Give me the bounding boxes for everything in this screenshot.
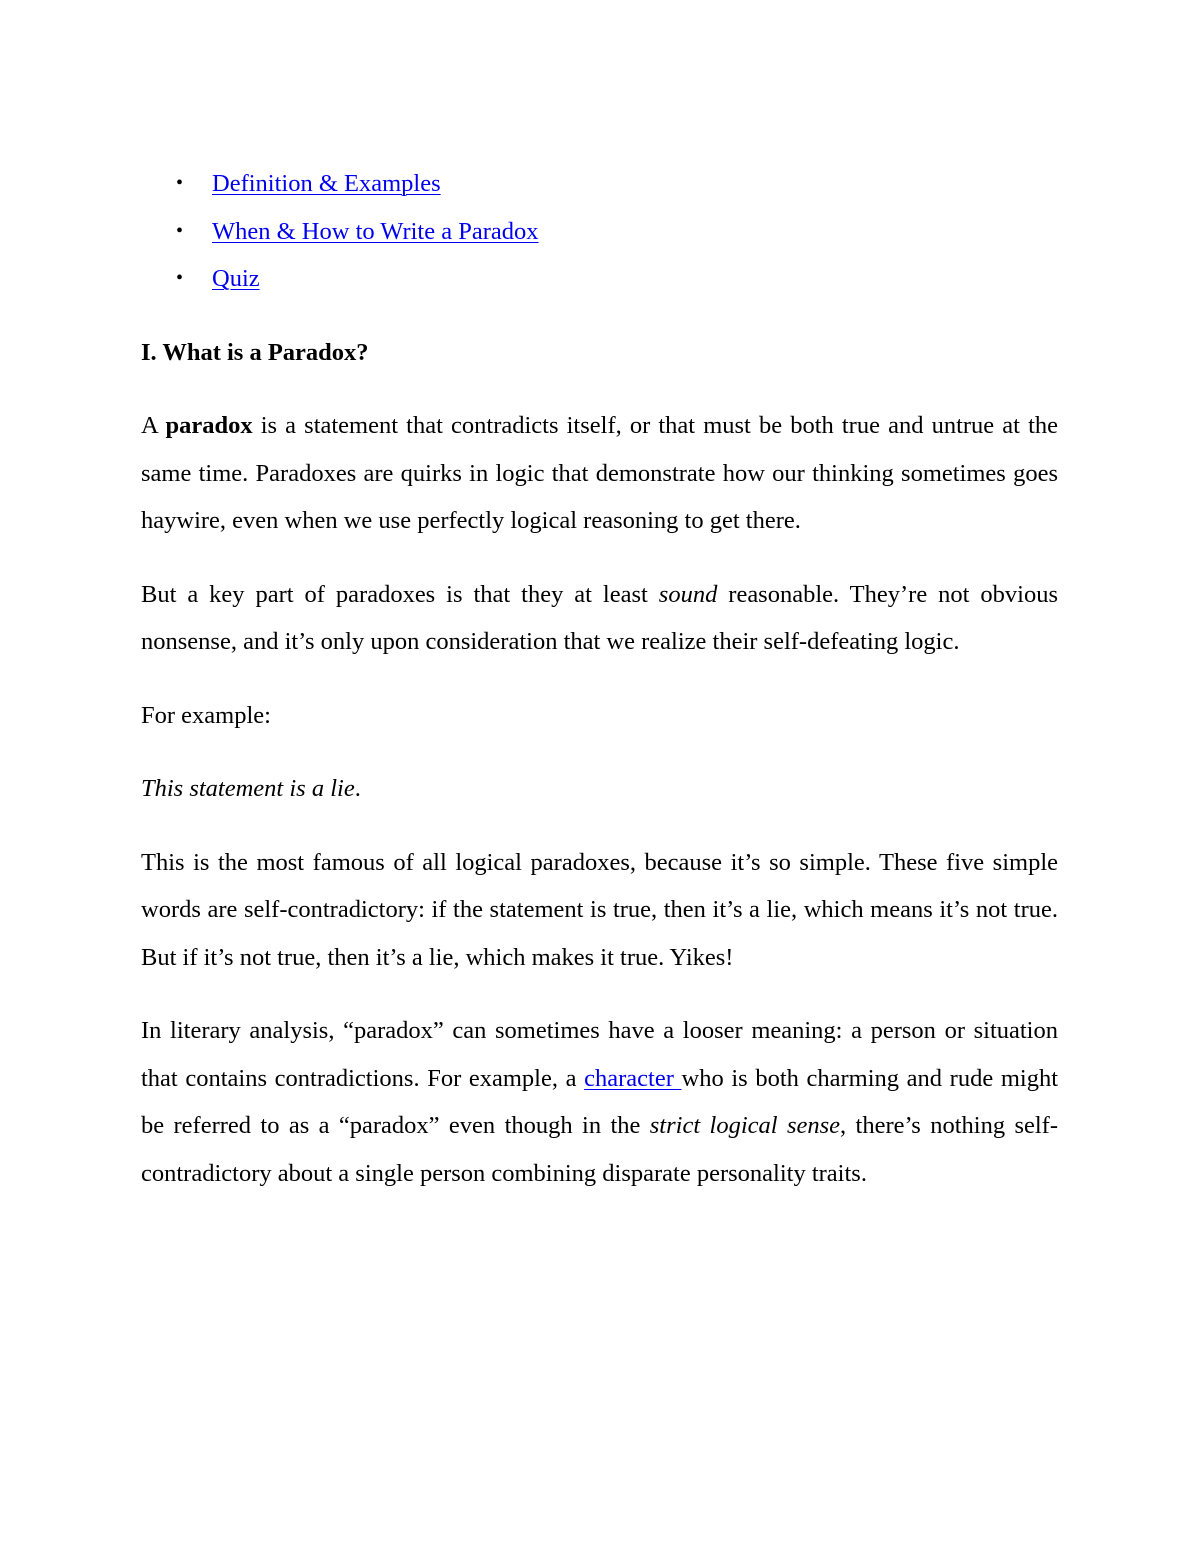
paragraph-for-example — [141, 692, 1058, 740]
paragraph-text: This is the most famous of all logical paradoxes, because it’s so simple. These five simple words are self-contradictory: if the statement is true, then it’s a lie, which means it’s not true. But if it’s not true, then it’s a lie, which makes it true. Yikes! — [141, 848, 1058, 971]
paragraph-definition — [141, 402, 1058, 545]
paragraph-text: is a statement that contradicts itself, or that must be both true and untrue at the same time. Paradoxes are quirks in logic that demonstrate how our thinking sometimes goes haywire, even when we use perfectly logical reasoning to get there. — [141, 412, 1058, 534]
paragraph-text: For example: — [141, 701, 271, 729]
bullet-icon: • — [176, 267, 184, 289]
character-link[interactable]: character — [584, 1064, 682, 1092]
toc-link-definition[interactable]: Definition & Examples — [212, 170, 441, 197]
paragraph-reasonable — [141, 571, 1058, 666]
bullet-icon: • — [176, 172, 184, 194]
section-heading: I. What is a Paradox? — [141, 338, 369, 366]
document-page — [141, 160, 1058, 1197]
paragraph-text: reasonable. They’re not obvious nonsense, and it’s only upon consideration that we realize their self-defeating logic. — [141, 580, 1058, 655]
paragraph-text: But a key part of paradoxes is that they at least — [141, 580, 659, 608]
example-statement — [141, 765, 1058, 813]
paragraph-literary — [141, 1007, 1058, 1197]
table-of-contents — [141, 160, 1058, 303]
paragraph-text: In literary analysis, “paradox” can sometimes have a looser meaning: a person or situation that contains contradictions. For example, a — [141, 1017, 1058, 1092]
toc-link-how-to-write[interactable]: When & How to Write a Paradox — [212, 217, 539, 245]
example-tail: . — [354, 775, 361, 802]
paragraph-text: who is both charming and rude might be referred to as a “paradox” even though in the — [141, 1064, 1058, 1139]
paragraph-text: , there’s nothing self-contradictory about a single person combining disparate personality traits. — [141, 1112, 1058, 1187]
emphasis-strict-logical-sense: strict logical sense — [649, 1112, 841, 1139]
toc-item-quiz — [141, 255, 1058, 303]
example-text: This statement is a lie — [141, 775, 355, 802]
emphasis-sound: sound — [658, 580, 718, 608]
toc-link-quiz[interactable]: Quiz — [212, 265, 260, 292]
paragraph-explanation — [141, 839, 1058, 982]
bullet-icon: • — [176, 219, 184, 242]
paragraph-text: A — [141, 412, 166, 439]
term-paradox: paradox — [165, 412, 253, 439]
toc-item-how-to-write — [141, 208, 1058, 256]
toc-item-definition — [141, 160, 1058, 208]
